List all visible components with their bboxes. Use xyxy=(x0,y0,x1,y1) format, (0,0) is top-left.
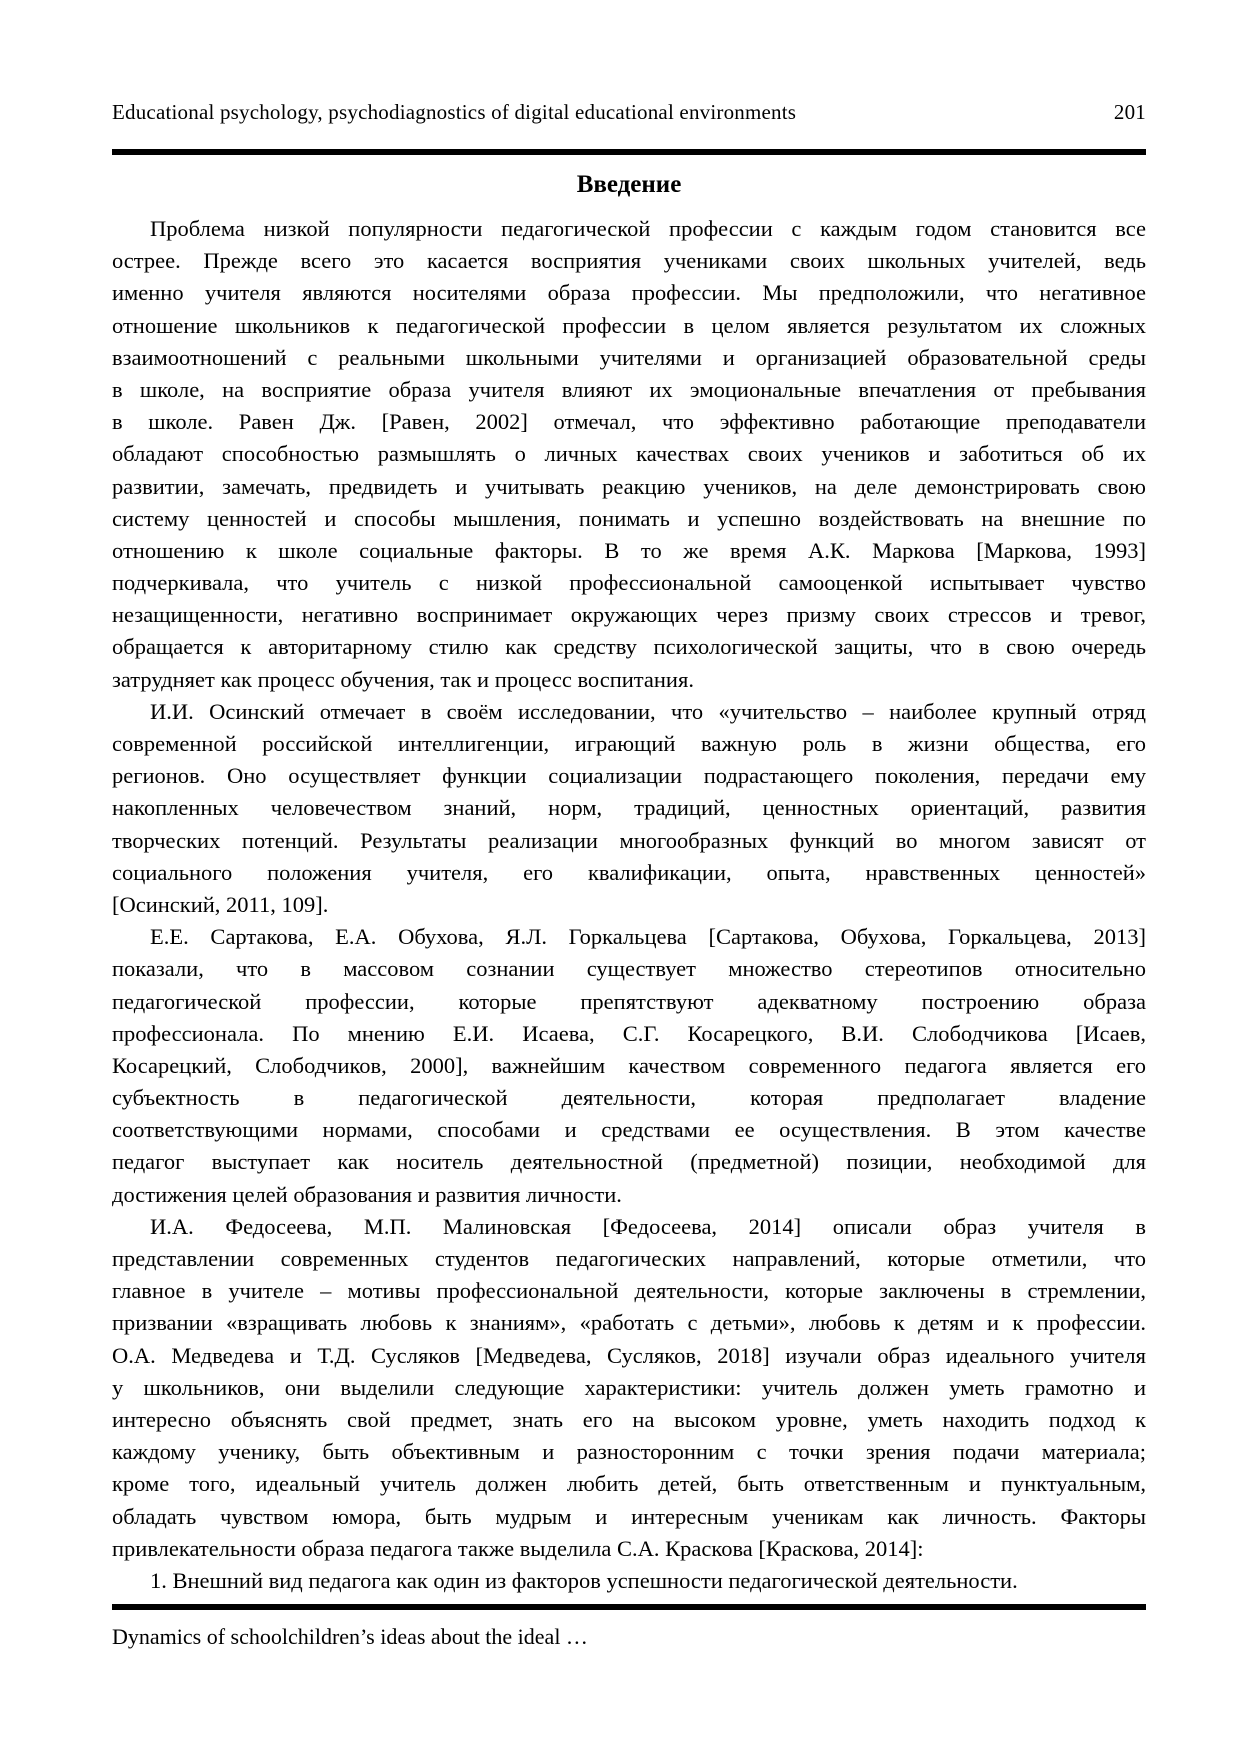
section-title: Введение xyxy=(576,171,682,198)
text-line: главное в учителе – мотивы профессиональной деятельности, которые заключены в стремлении, xyxy=(112,1278,1146,1304)
text-line: Е.Е. Сартакова, Е.А. Обухова, Я.Л. Горкальцева [Сартакова, Обухова, Горкальцева, 2013] xyxy=(150,924,1146,950)
text-line: соответствующими нормами, способами и средствами ее осуществления. В этом качестве xyxy=(112,1117,1146,1143)
page-footer-block xyxy=(112,1604,1146,1650)
text-line: систему ценностей и способы мышления, понимать и успешно воздействовать на внешние по xyxy=(112,505,1146,531)
text-line: взаимоотношений с реальными школьными учителями и организацией образовательной среды xyxy=(112,344,1146,370)
text-line: подчеркивала, что учитель с низкой профессиональной самооценкой испытывает чувство xyxy=(112,570,1146,596)
text-line: незащищенности, негативно воспринимает окружающих через призму своих стрессов и тревог, xyxy=(112,602,1146,628)
running-footer-title: Dynamics of schoolchildren’s ideas about the ideal … xyxy=(112,1624,588,1649)
text-line: обладают способностью размышлять о личных качествах своих учеников и заботиться об их xyxy=(112,441,1146,467)
paragraph xyxy=(112,921,1146,1211)
text-line: в школе, на восприятие образа учителя влияют их эмоциональные впечатления от пребывания xyxy=(112,376,1146,402)
text-line: регионов. Оно осуществляет функции социализации подрастающего поколения, передачи ему xyxy=(112,763,1146,789)
footer-rule xyxy=(112,1604,1146,1610)
text-line: творческих потенций. Результаты реализации многообразных функций во многом зависят от xyxy=(112,827,1146,853)
text-line: призвании «взращивать любовь к знаниям», «работать с детьми», любовь к детям и к профессии. xyxy=(112,1310,1146,1336)
text-line: каждому ученику, быть объективным и разносторонним с точки зрения подачи материала; xyxy=(112,1439,1146,1465)
text-line: накопленных человечеством знаний, норм, традиций, ценностных ориентаций, развития xyxy=(112,795,1146,821)
paragraph xyxy=(112,1211,1146,1565)
text-line: О.А. Медведева и Т.Д. Сусляков [Медведева, Сусляков, 2018] изучали образ идеального учителя xyxy=(112,1342,1146,1368)
text-line: кроме того, идеальный учитель должен любить детей, быть ответственным и пунктуальным, xyxy=(112,1471,1146,1497)
text-line: именно учителя являются носителями образа профессии. Мы предположили, что негативное xyxy=(112,280,1146,306)
text-line: представлении современных студентов педагогических направлений, которые отметили, что xyxy=(112,1246,1146,1271)
text-line: показали, что в массовом сознании существует множество стереотипов относительно xyxy=(112,956,1146,982)
page-number: 201 xyxy=(1113,100,1146,124)
text-line: педагог выступает как носитель деятельностной (предметной) позиции, необходимой для xyxy=(112,1149,1146,1175)
text-line: педагогической профессии, которые препятствуют адекватному построению образа xyxy=(112,988,1146,1014)
text-line: профессионала. По мнению Е.И. Исаева, С.Г. Косарецкого, В.И. Слободчикова [Исаев, xyxy=(112,1020,1146,1046)
header-rule xyxy=(112,149,1146,155)
article-body xyxy=(112,213,1146,1597)
text-line: интересно объяснять свой предмет, знать его на высоком уровне, уметь находить подход к xyxy=(112,1406,1146,1432)
text-line: [Осинский, 2011, 109]. xyxy=(112,891,329,917)
text-line: достижения целей образования и развития личности. xyxy=(112,1181,622,1207)
text-line: И.И. Осинский отмечает в своём исследовании, что «учительство – наиболее крупный отряд xyxy=(150,698,1146,724)
text-line: в школе. Равен Дж. [Равен, 2002] отмечал, что эффективно работающие преподаватели xyxy=(112,409,1146,435)
text-line: затрудняет как процесс обучения, так и процесс воспитания. xyxy=(112,666,694,692)
page-header xyxy=(112,0,1146,125)
text-line: Проблема низкой популярности педагогической профессии с каждым годом становится все xyxy=(150,216,1146,241)
text-line: обращается к авторитарному стилю как средству психологической защиты, что в свою очередь xyxy=(112,634,1146,660)
text-line: И.А. Федосеева, М.П. Малиновская [Федосеева, 2014] описали образ учителя в xyxy=(150,1213,1146,1239)
text-line: субъектность в педагогической деятельности, которая предполагает владение xyxy=(112,1085,1146,1111)
text-line: отношение школьников к педагогической профессии в целом является результатом их сложных xyxy=(112,312,1146,338)
text-line: у школьников, они выделили следующие характеристики: учитель должен уметь грамотно и xyxy=(112,1374,1146,1400)
paragraph xyxy=(112,1565,1146,1597)
text-line: острее. Прежде всего это касается восприятия учениками своих школьных учителей, ведь xyxy=(112,248,1146,274)
text-line: Косарецкий, Слободчиков, 2000], важнейшим качеством современного педагога является его xyxy=(112,1052,1146,1078)
text-line: обладать чувством юмора, быть мудрым и интересным ученикам как личность. Факторы xyxy=(112,1503,1146,1529)
paragraph xyxy=(112,213,1146,696)
text-line: привлекательности образа педагога также выделила С.А. Краскова [Краскова, 2014]: xyxy=(112,1535,924,1561)
running-title: Educational psychology, psychodiagnostics of digital educational environments xyxy=(112,100,797,124)
paragraph xyxy=(112,696,1146,921)
text-line: социального положения учителя, его квалификации, опыта, нравственных ценностей» xyxy=(112,859,1146,885)
text-line: современной российской интеллигенции, играющий важную роль в жизни общества, его xyxy=(112,731,1146,756)
text-line: 1. Внешний вид педагога как один из факторов успешности педагогической деятельности. xyxy=(150,1567,1018,1593)
text-line: отношению к школе социальные факторы. В то же время А.К. Маркова [Маркова, 1993] xyxy=(112,537,1146,563)
text-line: развитии, замечать, предвидеть и учитывать реакцию учеников, на деле демонстрировать свою xyxy=(112,473,1146,499)
